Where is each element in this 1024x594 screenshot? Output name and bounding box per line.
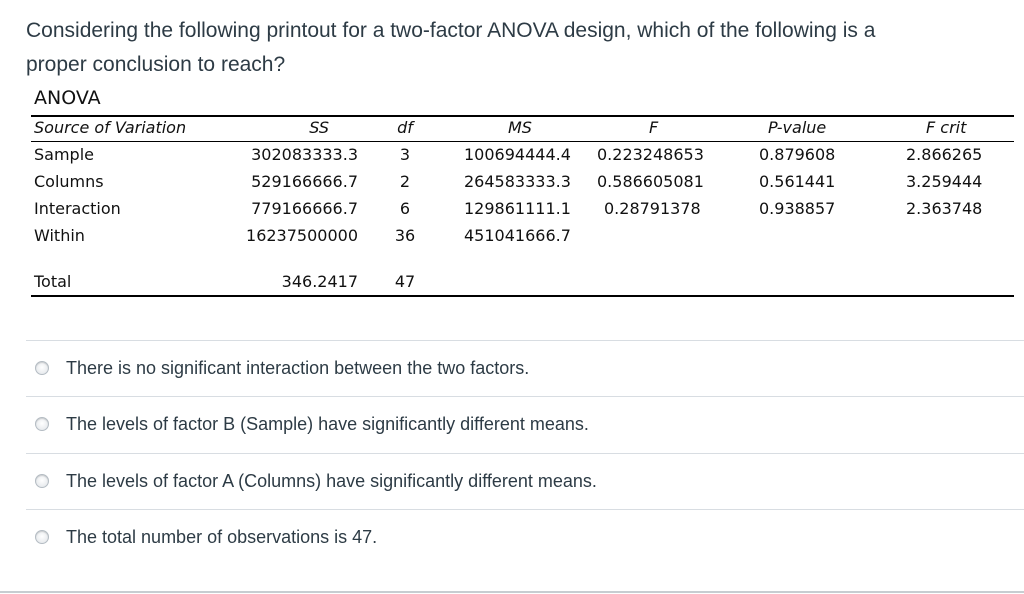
answer-text: The levels of factor B (Sample) have significantly different means.: [66, 414, 589, 434]
cell-df: 3: [399, 145, 411, 164]
answer-option[interactable]: [26, 397, 1024, 453]
cell-ss: 346.2417: [281, 272, 358, 291]
cell-source: Within: [34, 226, 85, 245]
cell-f: 0.223248653: [597, 145, 704, 164]
cell-p-value: 0.879608: [759, 145, 836, 164]
cell-f: 0.28791378: [604, 199, 701, 218]
table-row: [34, 223, 1014, 249]
cell-ss: 16237500000: [246, 226, 358, 245]
cell-ss: 529166666.7: [251, 172, 358, 191]
radio-button[interactable]: [35, 474, 49, 488]
header-p-value: P-value: [768, 118, 827, 137]
anova-table: [34, 84, 1014, 291]
radio-button[interactable]: [35, 361, 49, 375]
answer-option[interactable]: [26, 510, 1024, 566]
header-df: df: [397, 118, 413, 137]
cell-ms: 451041666.7: [464, 226, 571, 245]
cell-p-value: 0.938857: [759, 199, 836, 218]
bottom-divider: [0, 591, 1024, 593]
answer-text: The total number of observations is 47.: [66, 527, 378, 547]
cell-df: 36: [394, 226, 416, 245]
cell-ms: 264583333.3: [464, 172, 571, 191]
cell-ss: 779166666.7: [251, 199, 358, 218]
cell-source: Total: [34, 272, 72, 291]
answer-option[interactable]: [26, 454, 1024, 510]
cell-df: 47: [394, 272, 416, 291]
table-total-row: [34, 269, 1014, 295]
radio-button[interactable]: [35, 530, 49, 544]
header-ss: SS: [309, 118, 329, 137]
question-line-2: proper conclusion to reach?: [26, 53, 286, 76]
cell-df: 2: [399, 172, 411, 191]
cell-ms: 100694444.4: [464, 145, 571, 164]
cell-source: Columns: [34, 172, 104, 191]
header-f: F: [649, 118, 659, 137]
cell-ms: 129861111.1: [464, 199, 571, 218]
table-row: [34, 196, 1014, 222]
table-header-row: [34, 115, 1014, 141]
question-text: [26, 14, 986, 82]
cell-df: 6: [399, 199, 411, 218]
answer-option[interactable]: [26, 341, 1024, 397]
cell-ss: 302083333.3: [251, 145, 358, 164]
table-bottom-rule: [31, 295, 1014, 297]
cell-source: Interaction: [34, 199, 121, 218]
cell-f-crit: 2.866265: [906, 145, 983, 164]
header-source: Source of Variation: [34, 118, 187, 137]
question-line-1: Considering the following printout for a two-factor ANOVA design, which of the following is a: [26, 19, 876, 42]
table-row: [34, 169, 1014, 195]
cell-f-crit: 2.363748: [906, 199, 983, 218]
cell-f-crit: 3.259444: [906, 172, 983, 191]
cell-f: 0.586605081: [597, 172, 704, 191]
anova-title: ANOVA: [34, 87, 101, 109]
answer-text: The levels of factor A (Columns) have significantly different means.: [66, 471, 597, 491]
cell-source: Sample: [34, 145, 94, 164]
answer-text: There is no significant interaction between the two factors.: [66, 358, 530, 378]
cell-p-value: 0.561441: [759, 172, 836, 191]
table-row: [34, 142, 1014, 168]
header-f-crit: F crit: [926, 118, 967, 137]
header-ms: MS: [508, 118, 532, 137]
radio-button[interactable]: [35, 417, 49, 431]
